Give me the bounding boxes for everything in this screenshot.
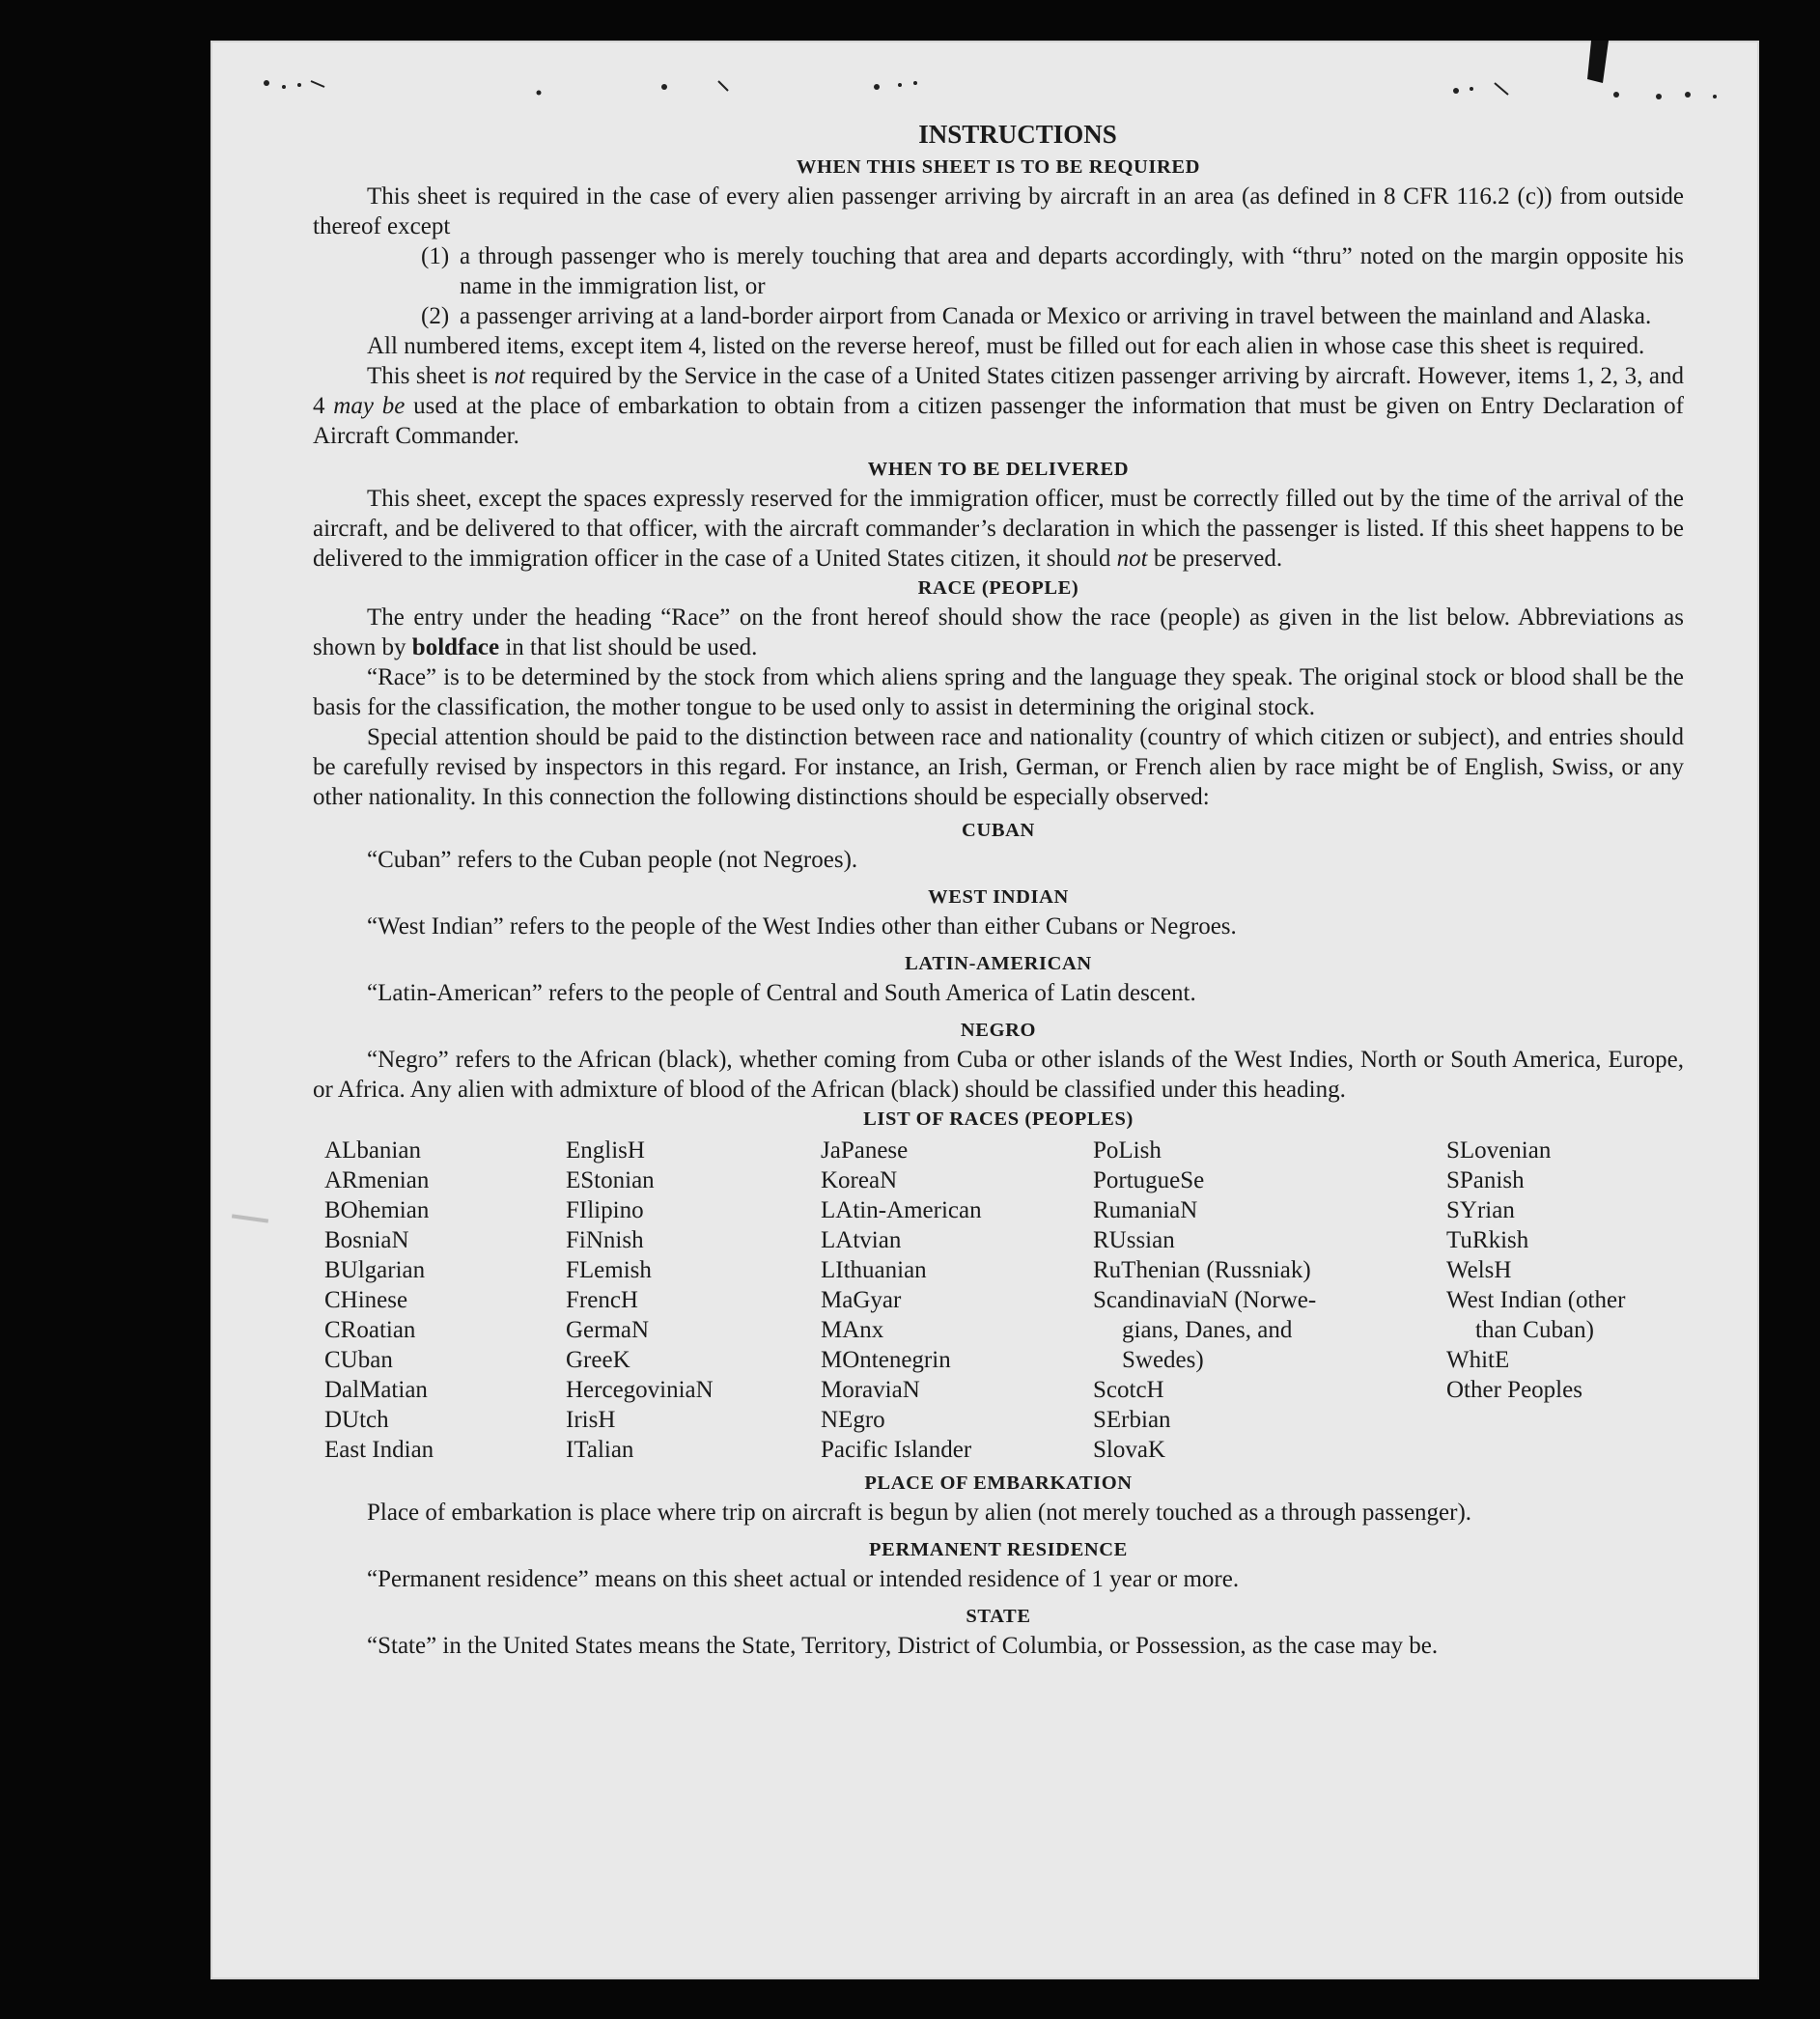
race-entry: SlovaK [1093,1437,1165,1463]
race-entry: FrencH [566,1287,638,1313]
heading-state: STATE [966,1606,1031,1627]
race-entry: MOntenegrin [821,1347,951,1373]
heading-west-indian: WEST INDIAN [928,886,1069,908]
text-run: in that list should be used. [499,634,758,660]
race-entry: MaGyar [821,1287,902,1313]
race-entry: West Indian (other [1446,1287,1626,1313]
race-entry: Other Peoples [1446,1377,1582,1403]
race-column-3 [821,1136,1093,1465]
race-entry: ScandinaviaN (Norwe- [1093,1287,1317,1313]
race-entry: RuThenian (Russniak) [1093,1257,1311,1283]
race-entry: SErbian [1093,1407,1171,1433]
race-entry: FIlipino [566,1197,644,1223]
race-list [324,1136,1684,1465]
race-entry-continuation: than Cuban) [1475,1317,1594,1343]
race-entry: LIthuanian [821,1257,927,1283]
race-entry: BUlgarian [324,1257,426,1283]
instructions-body [313,118,1684,1661]
item-text: a through passenger who is merely touching that area and departs accordingly, with “thru” noted on the margin opposite his name in the immigration list, or [460,243,1684,299]
paragraph-cuban: “Cuban” refers to the Cuban people (not Negroes). [367,847,858,873]
race-entry-continuation: Swedes) [1122,1347,1204,1373]
race-entry: BosniaN [324,1227,409,1253]
race-entry: CHinese [324,1287,408,1313]
race-entry: CUban [324,1347,393,1373]
race-entry: ITalian [566,1437,634,1463]
heading-when-delivered: WHEN TO BE DELIVERED [867,459,1130,480]
text-run: required by the Service in the case of a United States citizen passenger arriving by aircraft. However, items 1, 2, 3, and 4 [313,363,1684,419]
race-column-2 [566,1136,821,1465]
race-entry: JaPanese [821,1137,909,1164]
race-entry: DUtch [324,1407,389,1433]
paragraph-negro: “Negro” refers to the African (black), whether coming from Cuba or other islands of the West Indies, North or South America, Europe, or Africa. Any alien with admixture of blood of the African (black) should be classified under this heading. [313,1047,1684,1103]
race-entry: MoraviaN [821,1377,920,1403]
race-entry: Pacific Islander [821,1437,972,1463]
race-entry: DalMatian [324,1377,428,1403]
item-text: a passenger arriving at a land-border airport from Canada or Mexico or arriving in travel between the mainland and Alaska. [460,303,1652,329]
race-entry: GermaN [566,1317,650,1343]
race-entry: FiNnish [566,1227,644,1253]
race-entry: FLemish [566,1257,652,1283]
paragraph-latin-american: “Latin-American” refers to the people of Central and South America of Latin descent. [367,980,1196,1006]
race-entry: ARmenian [324,1167,430,1193]
page-title: INSTRUCTIONS [918,120,1117,149]
race-entry: WelsH [1446,1257,1512,1283]
race-entry: LAtvian [821,1227,902,1253]
document-page [210,41,1759,1979]
heading-race: RACE (PEOPLE) [917,577,1079,599]
race-entry-continuation: gians, Danes, and [1122,1317,1293,1343]
race-column-4 [1093,1136,1446,1465]
item-number: (2) [421,303,450,329]
race-entry: RUssian [1093,1227,1175,1253]
paragraph-required: This sheet is required in the case of every alien passenger arriving by aircraft in an area (as defined in 8 CFR 116.2 (c)) from outside thereof except [313,183,1684,239]
heading-latin-american: LATIN-AMERICAN [905,953,1092,974]
paragraph-citizen [313,361,1684,451]
boldface-word: boldface [411,634,500,660]
race-entry: SPanish [1446,1167,1525,1193]
race-column-1 [324,1136,566,1465]
text-run: used at the place of embarkation to obtain from a citizen passenger the information that must be given on Entry Declaration of Aircraft Commander. [313,393,1685,449]
heading-cuban: CUBAN [962,820,1035,841]
emphasis: not [493,363,525,389]
emphasis: may be [333,393,406,419]
race-entry: NEgro [821,1407,885,1433]
race-entry: HercegoviniaN [566,1377,714,1403]
heading-place-of-embarkation: PLACE OF EMBARKATION [864,1472,1133,1494]
race-entry: LAtin-American [821,1197,982,1223]
emphasis: not [1116,546,1148,572]
paragraph-residence: “Permanent residence” means on this sheet actual or intended residence of 1 year or more. [367,1566,1240,1592]
edge-scratch [232,1214,268,1222]
exception-item-2 [313,301,1684,331]
race-entry: WhitE [1446,1347,1510,1373]
race-entry: TuRkish [1446,1227,1529,1253]
text-run: This sheet is [367,363,494,389]
race-entry: PoLish [1093,1137,1162,1164]
race-entry: GreeK [566,1347,630,1373]
exception-item-1 [313,241,1684,301]
race-column-5 [1446,1136,1695,1465]
race-entry: IrisH [566,1407,616,1433]
text-run: The entry under the heading “Race” on the front hereof should show the race (people) as given in the list below. Abbreviations as shown by [313,604,1684,660]
race-entry: CRoatian [324,1317,416,1343]
paragraph-numbered-items: All numbered items, except item 4, listed on the reverse hereof, must be filled out for each alien in whose case this sheet is required. [367,333,1645,359]
race-entry: RumaniaN [1093,1197,1198,1223]
heading-list-of-races: LIST OF RACES (PEOPLES) [863,1108,1134,1130]
race-entry: MAnx [821,1317,884,1343]
race-entry: BOhemian [324,1197,430,1223]
heading-negro: NEGRO [960,1020,1037,1041]
race-entry: PortugueSe [1093,1167,1205,1193]
paragraph-state: “State” in the United States means the State, Territory, District of Columbia, or Possession, as the case may be. [367,1633,1439,1659]
paragraph-race-nationality: Special attention should be paid to the distinction between race and nationality (country of which citizen or subject), and entries should be carefully revised by inspectors in this regard. For instance, an Irish, German, or French alien by race might be of English, Swiss, or any other nationality. In this connection the following distinctions should be especially observed: [313,724,1684,810]
paragraph-delivered [313,484,1684,574]
race-entry: SYrian [1446,1197,1515,1223]
heading-when-required: WHEN THIS SHEET IS TO BE REQUIRED [796,156,1201,178]
race-entry: SLovenian [1446,1137,1552,1164]
paragraph-embarkation: Place of embarkation is place where trip on aircraft is begun by alien (not merely touched as a through passenger). [367,1500,1472,1526]
text-run: This sheet, except the spaces expressly reserved for the immigration officer, must be correctly filled out by the time of the arrival of the aircraft, and be delivered to that officer, with the aircraft commander’s declaration in which the passenger is listed. If this sheet happens to be delivered to the immigration officer in the case of a United States citizen, it should [313,486,1684,572]
item-number: (1) [421,243,450,269]
paragraph-race-stock: “Race” is to be determined by the stock from which aliens spring and the language they speak. The original stock or blood shall be the basis for the classification, the mother tongue to be used only to assist in determining the original stock. [313,664,1684,720]
text-run: be preserved. [1147,546,1283,572]
race-entry: KoreaN [821,1167,898,1193]
heading-permanent-residence: PERMANENT RESIDENCE [869,1539,1128,1560]
paragraph-west-indian: “West Indian” refers to the people of the West Indies other than either Cubans or Negroes. [367,913,1237,939]
race-entry: EStonian [566,1167,655,1193]
race-entry: ScotcH [1093,1377,1164,1403]
paragraph-race-entry [313,603,1684,662]
race-entry: ALbanian [324,1137,421,1164]
race-entry: East Indian [324,1437,434,1463]
race-entry: EnglisH [566,1137,645,1164]
paper-specks [210,41,1759,127]
